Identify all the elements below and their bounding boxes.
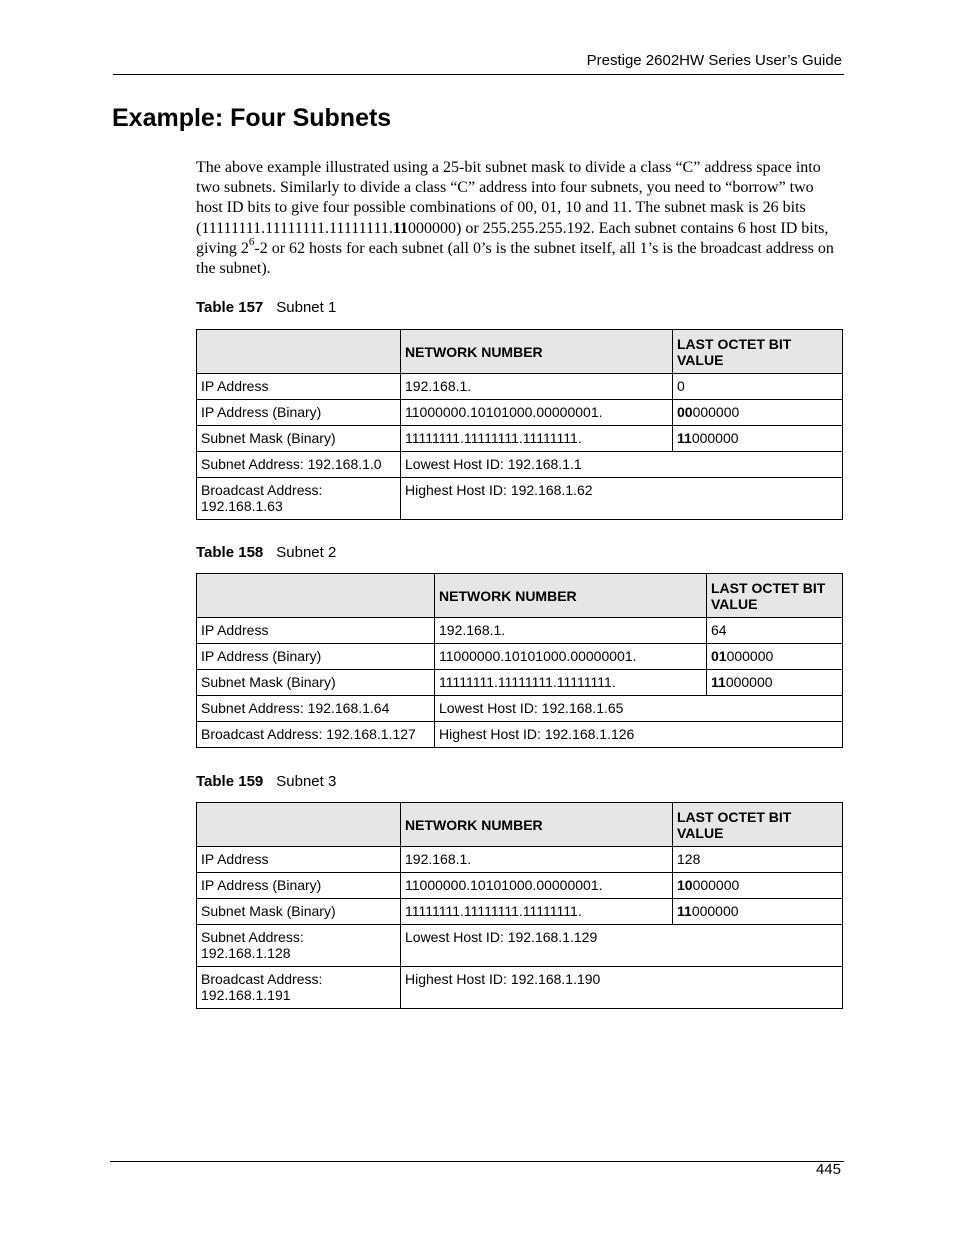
last-octet-value bbox=[673, 873, 843, 899]
table-row bbox=[197, 644, 843, 670]
row-label: IP Address (Binary) bbox=[197, 400, 401, 426]
last-octet-value bbox=[673, 426, 843, 452]
row-label: Subnet Mask (Binary) bbox=[197, 899, 401, 925]
header-cell-empty bbox=[197, 803, 401, 847]
network-value: 192.168.1. bbox=[435, 618, 707, 644]
last-octet-bold-bits: 11 bbox=[677, 903, 692, 919]
network-value: 11000000.10101000.00000001. bbox=[401, 400, 673, 426]
header-cell-last-octet: LAST OCTET BIT VALUE bbox=[673, 803, 843, 847]
table-row bbox=[197, 618, 843, 644]
table-row bbox=[197, 696, 843, 722]
page-number: 445 bbox=[815, 1161, 841, 1178]
highest-host-cell: Highest Host ID: 192.168.1.62 bbox=[401, 478, 843, 520]
last-octet-rest-bits: 000000 bbox=[692, 404, 740, 420]
last-octet-bold-bits: 00 bbox=[677, 404, 693, 420]
table-row bbox=[197, 873, 843, 899]
header-rule bbox=[113, 74, 844, 75]
broadcast-address-cell: Broadcast Address: 192.168.1.127 bbox=[197, 722, 435, 748]
row-label: IP Address bbox=[197, 618, 435, 644]
last-octet-bold-bits: 10 bbox=[677, 877, 693, 893]
intro-superscript: 6 bbox=[248, 236, 255, 249]
highest-host-cell: Highest Host ID: 192.168.1.126 bbox=[435, 722, 843, 748]
table-row bbox=[197, 899, 843, 925]
intro-text-part3: -2 or 62 hosts for each subnet (all 0’s is the subnet itself, all 1’s is the broadcast address on the subnet). bbox=[196, 239, 834, 278]
header-cell-empty bbox=[197, 330, 401, 374]
table-header-row bbox=[197, 330, 843, 374]
intro-text-part1: The above example illustrated using a 25-bit subnet mask to divide a class “C” address space into two subnets. Similarly to divide a class “C” address into four subnets, you need to “borrow” two host ID bits to give four possible combinations of 00, 01, 10 and 11. The subnet mask is 26 bits (11111111.11111111.11111111. bbox=[196, 159, 821, 237]
last-octet-rest-bits: 000000 bbox=[726, 648, 774, 664]
table-row bbox=[197, 967, 843, 1009]
broadcast-address-cell: Broadcast Address: 192.168.1.63 bbox=[197, 478, 401, 520]
last-octet-value bbox=[673, 400, 843, 426]
table-caption-text: Subnet 3 bbox=[276, 773, 337, 790]
row-label: IP Address (Binary) bbox=[197, 644, 435, 670]
intro-paragraph bbox=[196, 158, 844, 279]
table-row bbox=[197, 400, 843, 426]
table-row bbox=[197, 478, 843, 520]
last-octet-rest-bits: 000000 bbox=[725, 674, 773, 690]
last-octet-value: 128 bbox=[673, 847, 843, 873]
table-row bbox=[197, 426, 843, 452]
table-number: Table 159 bbox=[196, 773, 264, 790]
intro-bold-bits: 11 bbox=[392, 219, 408, 237]
table-row bbox=[197, 670, 843, 696]
last-octet-value bbox=[707, 644, 843, 670]
row-label: IP Address (Binary) bbox=[197, 873, 401, 899]
table-caption bbox=[196, 773, 336, 790]
table-caption-text: Subnet 1 bbox=[276, 299, 337, 316]
subnet-table bbox=[196, 802, 843, 1009]
header-cell-network-number: NETWORK NUMBER bbox=[435, 574, 707, 618]
last-octet-value bbox=[673, 899, 843, 925]
network-value: 11000000.10101000.00000001. bbox=[435, 644, 707, 670]
table-row bbox=[197, 847, 843, 873]
row-label: IP Address bbox=[197, 847, 401, 873]
table-header-row bbox=[197, 803, 843, 847]
subnet-address-cell: Subnet Address: 192.168.1.0 bbox=[197, 452, 401, 478]
subnet-table bbox=[196, 329, 843, 520]
table-row bbox=[197, 722, 843, 748]
lowest-host-cell: Lowest Host ID: 192.168.1.1 bbox=[401, 452, 843, 478]
subnet-address-cell: Subnet Address: 192.168.1.64 bbox=[197, 696, 435, 722]
row-label: Subnet Mask (Binary) bbox=[197, 426, 401, 452]
table-caption bbox=[196, 544, 336, 561]
header-cell-empty bbox=[197, 574, 435, 618]
lowest-host-cell: Lowest Host ID: 192.168.1.65 bbox=[435, 696, 843, 722]
page-header-title: Prestige 2602HW Series User’s Guide bbox=[586, 52, 842, 69]
network-value: 11111111.11111111.11111111. bbox=[435, 670, 707, 696]
table-caption bbox=[196, 299, 336, 316]
last-octet-bold-bits: 11 bbox=[711, 674, 726, 690]
broadcast-address-cell: Broadcast Address: 192.168.1.191 bbox=[197, 967, 401, 1009]
table-row bbox=[197, 925, 843, 967]
network-value: 11000000.10101000.00000001. bbox=[401, 873, 673, 899]
subnet-table bbox=[196, 573, 843, 748]
header-cell-last-octet: LAST OCTET BIT VALUE bbox=[673, 330, 843, 374]
last-octet-bold-bits: 01 bbox=[711, 648, 727, 664]
header-cell-last-octet: LAST OCTET BIT VALUE bbox=[707, 574, 843, 618]
page-title: Example: Four Subnets bbox=[112, 104, 392, 132]
row-label: IP Address bbox=[197, 374, 401, 400]
table-number: Table 157 bbox=[196, 299, 264, 316]
last-octet-bold-bits: 11 bbox=[677, 430, 692, 446]
table-row bbox=[197, 374, 843, 400]
last-octet-rest-bits: 000000 bbox=[691, 430, 739, 446]
row-label: Subnet Mask (Binary) bbox=[197, 670, 435, 696]
highest-host-cell: Highest Host ID: 192.168.1.190 bbox=[401, 967, 843, 1009]
subnet-address-cell: Subnet Address: 192.168.1.128 bbox=[197, 925, 401, 967]
last-octet-value: 0 bbox=[673, 374, 843, 400]
network-value: 192.168.1. bbox=[401, 374, 673, 400]
last-octet-rest-bits: 000000 bbox=[692, 877, 740, 893]
last-octet-value bbox=[707, 670, 843, 696]
last-octet-rest-bits: 000000 bbox=[691, 903, 739, 919]
footer-rule bbox=[110, 1161, 844, 1162]
header-cell-network-number: NETWORK NUMBER bbox=[401, 803, 673, 847]
network-value: 192.168.1. bbox=[401, 847, 673, 873]
table-number: Table 158 bbox=[196, 544, 264, 561]
table-row bbox=[197, 452, 843, 478]
lowest-host-cell: Lowest Host ID: 192.168.1.129 bbox=[401, 925, 843, 967]
header-cell-network-number: NETWORK NUMBER bbox=[401, 330, 673, 374]
last-octet-value: 64 bbox=[707, 618, 843, 644]
table-header-row bbox=[197, 574, 843, 618]
network-value: 11111111.11111111.11111111. bbox=[401, 899, 673, 925]
intro-text-part2: 000000) or 255.255.255.192. Each subnet contains 6 host ID bits, giving 2 bbox=[196, 219, 829, 257]
table-caption-text: Subnet 2 bbox=[276, 544, 337, 561]
network-value: 11111111.11111111.11111111. bbox=[401, 426, 673, 452]
